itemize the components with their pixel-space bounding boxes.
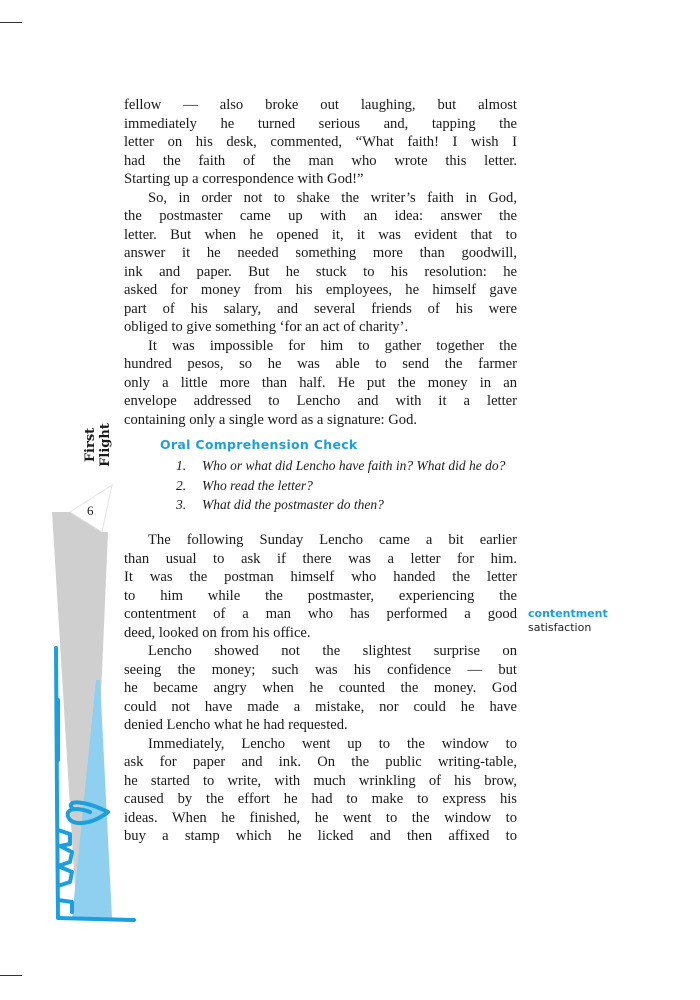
question-number: 3. (176, 497, 187, 512)
text-line: immediately he turned serious and, tapping the (124, 115, 517, 132)
question-item (160, 497, 580, 517)
running-head: First Flight (83, 423, 113, 467)
text-line: deed, looked on from his office. (124, 624, 311, 641)
text-line: asked for money from his employees, he himself gave (124, 282, 517, 298)
text-line: Immediately, Lencho went up to the window to (148, 735, 517, 752)
text-line: answer it he needed something more than goodwill, (124, 245, 517, 261)
text-line: envelope addressed to Lencho and with it a letter (124, 393, 517, 409)
text-line: It was impossible for him to gather together the (148, 337, 517, 354)
text-line: Lencho showed not the slightest surprise on (148, 643, 517, 659)
body-text-top (124, 96, 517, 429)
text-line: buy a stamp which he licked and then affixed to (124, 828, 517, 844)
text-line: to him while the postmaster, experiencing the (124, 587, 517, 604)
question-item (160, 458, 580, 478)
question-item (160, 478, 580, 498)
text-line: the postmaster came up with an idea: answer the (124, 208, 517, 224)
text-line: denied Lencho what he had requested. (124, 717, 348, 733)
text-line: ideas. When he finished, he went to the window to (124, 809, 517, 826)
text-line: caused by the effort he had to make to express his (124, 791, 517, 807)
text-line: seeing the money; such was his confidence — but (124, 661, 517, 678)
text-line: had the faith of the man who wrote this letter. (124, 152, 517, 169)
question-number: 2. (176, 477, 187, 493)
text-line: than usual to ask if there was a letter for him. (124, 550, 517, 567)
text-line: ink and paper. But he stuck to his resolution: he (124, 263, 517, 280)
gloss-word: contentment (528, 607, 608, 620)
question-number: 1. (176, 458, 187, 473)
text-line: ask for paper and ink. On the public writing-table, (124, 754, 517, 770)
question-text: Who or what did Lencho have faith in? What did he do? (202, 458, 506, 473)
body-text-bottom (124, 531, 517, 846)
gloss-definition: satisfaction (528, 621, 592, 634)
text-line: containing only a single word as a signature: God. (124, 411, 418, 428)
text-line: letter. But when he opened it, it was evident that to (124, 226, 517, 243)
text-line: only a little more than half. He put the money in an (124, 374, 517, 391)
page-number: 6 (87, 503, 94, 518)
text-line: obliged to give something ‘for an act of charity’. (124, 319, 409, 335)
question-text: What did the postmaster do then? (202, 497, 384, 512)
text-line: contentment of a man who has performed a good (124, 606, 517, 622)
text-line: letter on his desk, commented, “What faith! I wish I (124, 134, 517, 150)
question-text: Who read the letter? (202, 477, 313, 493)
oral-comprehension-check (160, 437, 580, 517)
glossary-note (528, 607, 608, 634)
text-line: he started to write, with much wrinkling of his brow, (124, 772, 517, 789)
text-line: So, in order not to shake the writer’s faith in God, (148, 189, 517, 206)
text-line: It was the postman himself who handed the letter (124, 569, 517, 585)
text-line: part of his salary, and several friends of his were (124, 300, 517, 317)
text-line: The following Sunday Lencho came a bit earlier (148, 532, 517, 548)
text-line: could not have made a mistake, nor could he have (124, 698, 517, 715)
text-line: hundred pesos, so he was able to send the farmer (124, 356, 517, 372)
text-line: fellow — also broke out laughing, but almost (124, 97, 517, 113)
text-line: Starting up a correspondence with God!” (124, 171, 364, 187)
oral-check-title: Oral Comprehension Check (160, 437, 358, 452)
text-line: he became angry when he counted the money. God (124, 680, 517, 696)
